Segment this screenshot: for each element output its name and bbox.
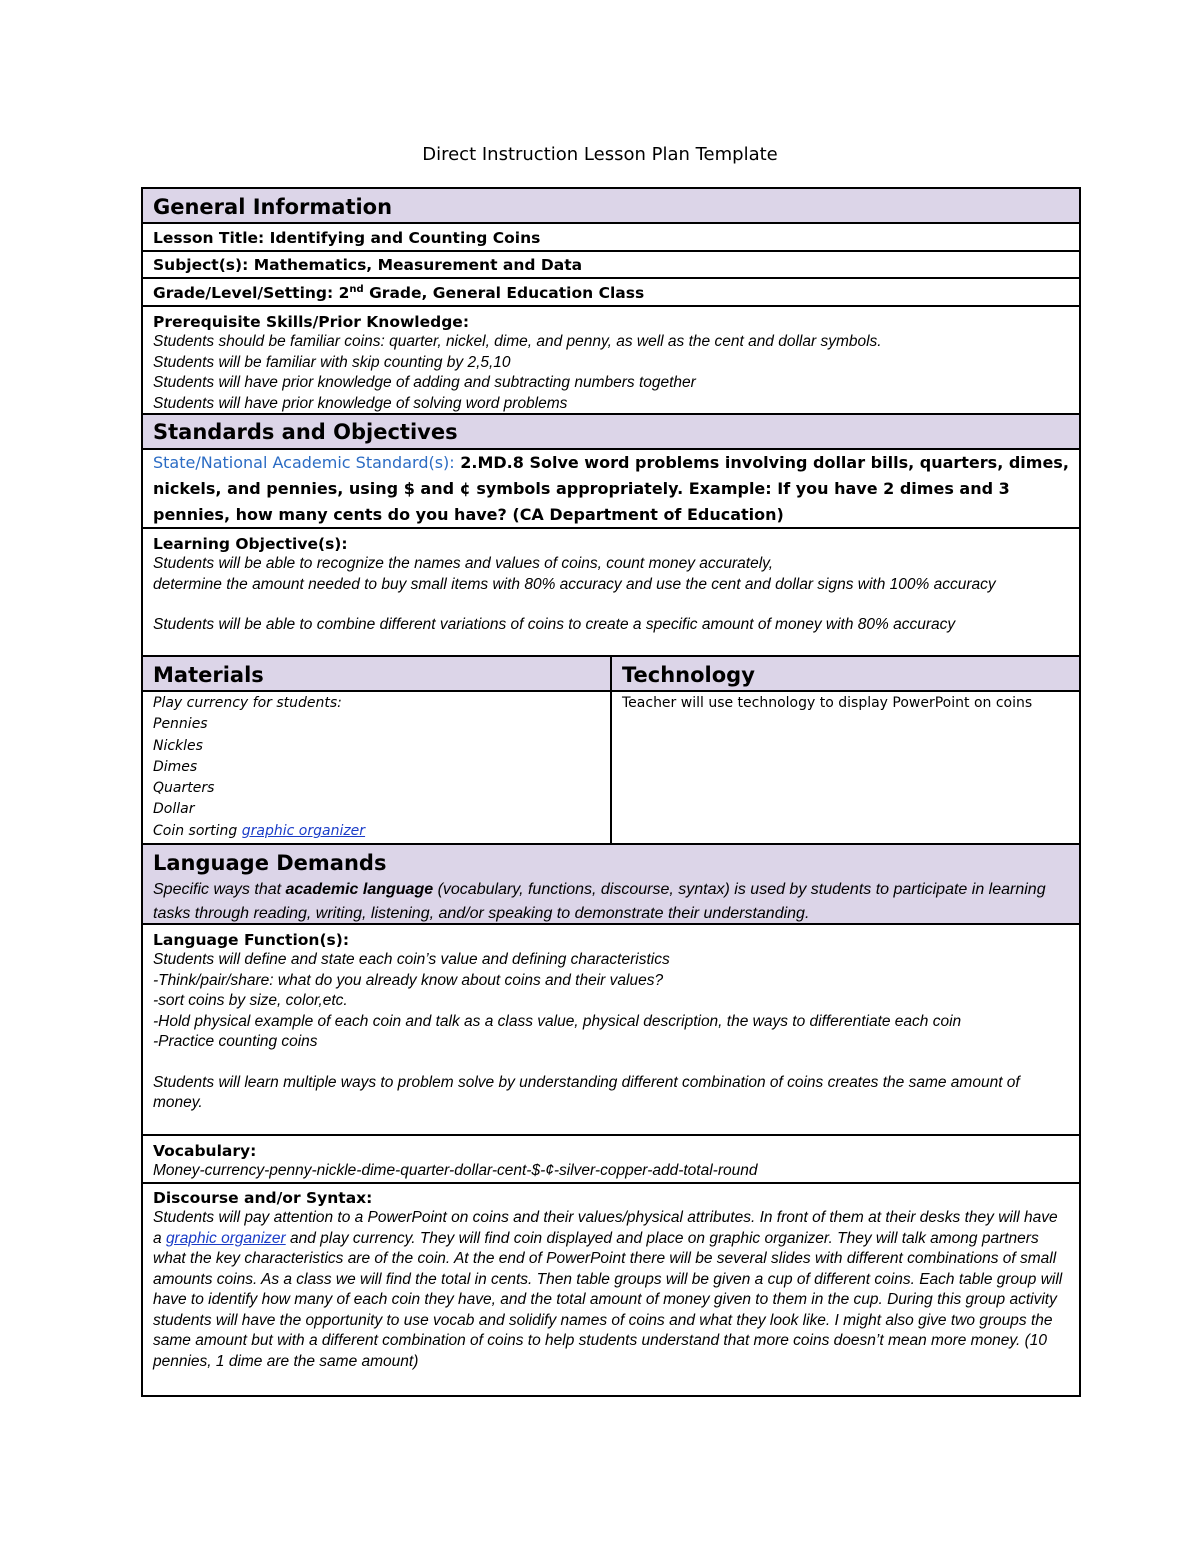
standard-row xyxy=(143,450,1079,529)
materials-technology-row xyxy=(143,692,1079,845)
standard-text: 2.MD.8 Solve word problems involving dollar bills, quarters, dimes, nickels, and pennies, using $ and ¢ symbols appropriately. Example: If you have 2 dimes and 3 pennies, how many cents do you have? (CA Department of Education) xyxy=(153,453,1069,524)
material-item: Pennies xyxy=(153,716,208,733)
grade-level-setting: Grade/Level/Setting: 2nd Grade, General Education Class xyxy=(153,283,645,302)
lesson-title-row xyxy=(143,224,1079,252)
material-item: Play currency for students: xyxy=(153,695,342,711)
objective-line: Students will be able to combine different variations of coins to create a specific amount of money with 80% accuracy xyxy=(153,616,956,633)
language-function-line: Students will define and state each coin’s value and defining characteristics xyxy=(153,951,670,968)
learning-objective-label: Learning Objective(s): xyxy=(153,535,348,553)
discourse-row xyxy=(143,1184,1079,1395)
discourse-text: Students will pay attention to a PowerPoint on coins and their values/physical attributes. In front of them at their desks they will have a graphic organizer and play currency. They will find coin displayed and place on graphic organizer. They will talk among partners what the key characteristics are of the coin. At the end of PowerPoint there will be several slides with different combinations of small amounts coins. As a class we will find the total in cents. Then table groups will be given a cup of different coins. Each table group will have to identify how many of each coin they have, and the total amount of money given to them in the cup. During this group activity students will have the opportunity to use vocab and solidify names of coins and what they look like. I might also give two groups the same amount but with a different combination of coins to help students understand that more coins doesn’t mean more money. (10 pennies, 1 dime are the same amount) xyxy=(153,1209,1063,1370)
grade-row xyxy=(143,279,1079,307)
material-item: Dimes xyxy=(153,758,198,775)
material-item: Coin sorting graphic organizer xyxy=(153,822,366,839)
learning-objective-row xyxy=(143,529,1079,657)
general-information-header xyxy=(143,189,1079,224)
language-function-line: -Think/pair/share: what do you already know about coins and their values? xyxy=(153,971,664,989)
language-function-line: -Practice counting coins xyxy=(153,1033,318,1050)
standards-heading: Standards and Objectives xyxy=(153,420,458,444)
material-item: Nickles xyxy=(153,737,203,754)
graphic-organizer-link[interactable]: graphic organizer xyxy=(241,822,366,839)
prerequisite-row xyxy=(143,307,1079,415)
language-demands-description: Specific ways that academic language (vocabulary, functions, discourse, syntax) is used by students to participate in learning tasks through reading, writing, listening, and/or speaking to demonstrate their understanding. xyxy=(153,881,1046,922)
general-information-heading: General Information xyxy=(153,195,393,219)
materials-heading: Materials xyxy=(153,663,264,687)
material-item: Quarters xyxy=(153,780,215,797)
prerequisite-line: Students should be familiar coins: quarter, nickel, dime, and penny, as well as the cent and dollar symbols. xyxy=(153,333,882,350)
prerequisite-line: Students will be familiar with skip counting by 2,5,10 xyxy=(153,353,511,371)
language-demands-header xyxy=(143,845,1079,925)
prerequisite-line: Students will have prior knowledge of solving word problems xyxy=(153,394,568,412)
materials-technology-header xyxy=(143,657,1079,692)
graphic-organizer-link[interactable]: graphic organizer xyxy=(165,1229,286,1247)
vocabulary-row xyxy=(143,1136,1079,1184)
prerequisite-line: Students will have prior knowledge of adding and subtracting numbers together xyxy=(153,374,696,391)
vocabulary-label: Vocabulary: xyxy=(153,1142,257,1160)
lesson-plan-table xyxy=(141,187,1081,1397)
document-title: Direct Instruction Lesson Plan Template xyxy=(422,144,778,165)
language-demands-heading: Language Demands xyxy=(153,851,387,875)
language-function-line: -sort coins by size, color,etc. xyxy=(153,992,348,1009)
standards-header xyxy=(143,415,1079,450)
subjects: Subject(s): Mathematics, Measurement and Data xyxy=(153,256,583,274)
language-function-final: Students will learn multiple ways to problem solve by understanding different combination of coins creates the same amount of money. xyxy=(153,1073,1020,1111)
subjects-row xyxy=(143,252,1079,279)
objective-line: determine the amount needed to buy small items with 80% accuracy and use the cent and dollar signs with 100% accuracy xyxy=(153,575,996,593)
language-function-label: Language Function(s): xyxy=(153,931,350,949)
standard-label: State/National Academic Standard(s): xyxy=(153,453,455,472)
language-function-row xyxy=(143,925,1079,1136)
prerequisite-label: Prerequisite Skills/Prior Knowledge: xyxy=(153,313,470,331)
academic-standard xyxy=(153,450,1069,528)
vocabulary-text: Money-currency-penny-nickle-dime-quarter-dollar-cent-$-¢-silver-copper-add-total-round xyxy=(153,1162,758,1179)
lesson-title: Lesson Title: Identifying and Counting Coins xyxy=(153,229,541,247)
discourse-label: Discourse and/or Syntax: xyxy=(153,1189,373,1207)
technology-heading: Technology xyxy=(622,663,755,687)
material-item: Dollar xyxy=(153,801,195,818)
technology-text: Teacher will use technology to display PowerPoint on coins xyxy=(622,695,1033,711)
language-function-line: -Hold physical example of each coin and talk as a class value, physical description, the ways to differentiate each coin xyxy=(153,1012,962,1030)
objective-line: Students will be able to recognize the names and values of coins, count money accurately, xyxy=(153,555,774,572)
